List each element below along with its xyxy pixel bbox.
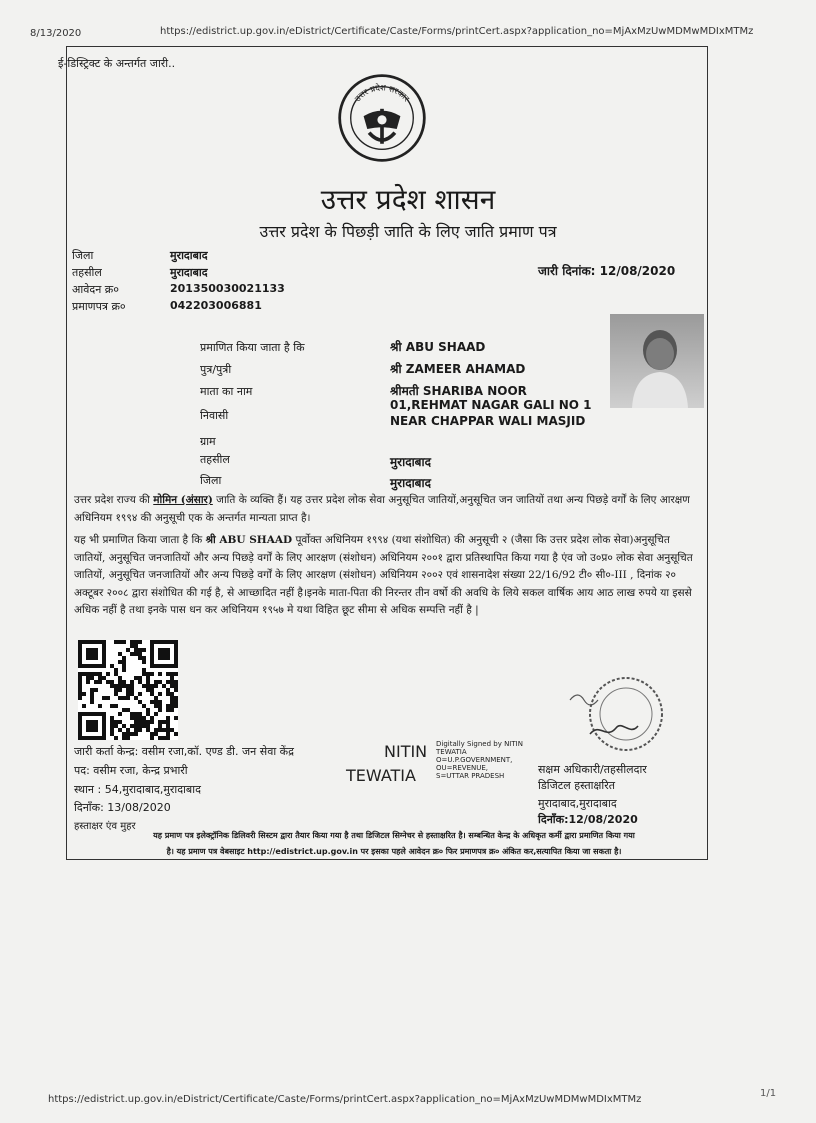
qr-code	[78, 640, 178, 740]
certificate-label: प्रमाणपत्र क्र०	[72, 300, 126, 313]
sig-detail-line: OU=REVENUE,	[436, 764, 489, 772]
caste-paragraph-intro: उत्तर प्रदेश राज्य की	[74, 494, 154, 506]
issuer-date: दिनाँक: 13/08/2020	[74, 801, 171, 814]
print-header-url: https://edistrict.up.gov.in/eDistrict/Certificate/Caste/Forms/printCert.aspx?application_no=MjAxMzUwMDMwMDIxMTMz	[160, 26, 754, 37]
creamy-layer-paragraph	[74, 532, 700, 620]
print-date: 8/13/2020	[30, 28, 82, 39]
caste-paragraph	[74, 492, 700, 527]
sig-detail-line: TEWATIA	[436, 748, 467, 756]
certified-label: प्रमाणित किया जाता है कि	[200, 341, 305, 354]
creamy-paragraph-intro: यह भी प्रमाणित किया जाता है कि	[74, 534, 206, 546]
details-tehsil-value: मुरादाबाद	[390, 455, 432, 469]
resident-label: निवासी	[200, 409, 229, 422]
address-line-1: 01,REHMAT NAGAR GALI NO 1	[390, 398, 592, 412]
district-label: जिला	[72, 249, 94, 262]
district-value: मुरादाबाद	[170, 249, 208, 262]
tehsil-value: मुरादाबाद	[170, 266, 208, 279]
sig-detail-line: Digitally Signed by NITIN	[436, 740, 523, 748]
creamy-paragraph-body: पूर्वोक्त अधिनियम १९९४ (यथा संशोधित) की अनुसूची २ (जैसा कि उत्तर प्रदेश लोक सेवा)अनुसूचित जातियों, अनुसूचित जनजातियों और अन्य पिछड़े वर्गों के लिए आरक्षण (संशोधन) अधिनियम २००१ द्वारा प्रतिस्थापित किया गया है एंव जो उ०प्र० लोक सेवा अनुसूचित जातियों, अनुसूचित जनजातियों और अन्य पिछड़े वर्गों के लिए आरक्षण (संशोधन) अधिनियम २००२ एवं शासनादेश संख्या 22/16/92 टी० सी०-III , दिनांक २० अक्टूबर २००८ द्वारा संशोधित की गई है, से आच्छादित नहीं है।इनके माता-पिता की निरन्तर तीन वर्षो की अवधि के लिये सकल वार्षिक आय आठ लाख रुपये या इससे अधिक नहीं है तथा इनके पास धन कर अधिनियम १९५७ मे यथा विहित छूट सीमा से अधिक सम्पत्ति नहीं है |	[74, 534, 693, 616]
signer-first-name: NITIN	[384, 742, 428, 761]
details-district-value: मुरादाबाद	[390, 476, 432, 490]
village-label: ग्राम	[200, 435, 216, 448]
application-number: 201350030021133	[170, 282, 285, 295]
print-footer-url: https://edistrict.up.gov.in/eDistrict/Certificate/Caste/Forms/printCert.aspx?application_no=MjAxMzUwMDMwMDIxMTMz	[48, 1094, 642, 1105]
caste-paragraph-body: जाति के व्यक्ति हैं। यह उत्तर प्रदेश लोक सेवा अनुसूचित जातियों,अनुसूचित जन जातियों तथा अन्य पिछड़े वर्गों के लिए आरक्षण अधिनियम १९९४ की अनुसूची एक के अन्तर्गत मान्यता प्राप्त है।	[74, 494, 690, 524]
sig-detail-line: O=U.P.GOVERNMENT,	[436, 756, 513, 764]
verification-note-line-2: है। यह प्रमाण पत्र वेबसाइट http://edistrict.up.gov.in पर इसका पहले आवेदन क्र० फिर प्रमाणपत्र क्र० अंकित कर,सत्यापित किया जा सकता है।	[166, 847, 622, 856]
details-tehsil-label: तहसील	[200, 453, 230, 466]
official-stamp-icon	[550, 670, 666, 760]
parent-label: पुत्र/पुत्री	[200, 363, 232, 376]
application-label: आवेदन क्र०	[72, 283, 119, 296]
sig-detail-line: S=UTTAR PRADESH	[436, 772, 505, 780]
issuer-post: पद: वसीम रजा, केन्द्र प्रभारी	[74, 764, 188, 777]
tehsil-label: तहसील	[72, 266, 102, 279]
mother-label: माता का नाम	[200, 385, 253, 398]
signer-last-name: TEWATIA	[346, 766, 416, 785]
up-government-seal-icon	[336, 72, 428, 164]
mother-name: श्रीमती SHARIBA NOOR	[390, 384, 527, 398]
issue-date: जारी दिनांक: 12/08/2020	[538, 264, 676, 278]
certificate-number: 042203006881	[170, 299, 262, 312]
page-number: 1/1	[760, 1088, 777, 1099]
edistrict-tag: ई-डिस्ट्रिक्ट के अन्तर्गत जारी..	[58, 57, 176, 70]
details-district-label: जिला	[200, 474, 222, 487]
document-subtitle: उत्तर प्रदेश के पिछड़ी जाति के लिए जाति प्रमाण पत्र	[259, 222, 557, 241]
applicant-photo	[610, 314, 704, 408]
digital-signature-name	[346, 740, 427, 788]
paragraph-applicant-name: श्री ABU SHAAD	[205, 534, 293, 546]
official-title: सक्षम अधिकारी/तहसीलदार	[538, 763, 647, 776]
caste-name: मोमिन (अंसार)	[153, 494, 213, 506]
verification-note-line-1: यह प्रमाण पत्र इलेक्ट्रॉनिक डिलिवरी सिस्टम द्वारा तैयार किया गया है तथा डिजिटल सिग्नेचर से हस्ताक्षरित है। सम्बन्धित केन्द्र के अधिकृत कर्मी द्वारा प्रमाणित किया गया	[153, 831, 635, 840]
official-digital-sign: डिजिटल हस्ताक्षरित	[538, 779, 615, 792]
issuing-centre: जारी कर्ता केन्द्र: वसीम रजा,कॉ. एण्ड डी. जन सेवा केंद्र	[74, 745, 294, 758]
official-place: मुरादाबाद,मुरादाबाद	[538, 797, 617, 810]
seal-text: उत्तर प्रदेश सरकार	[352, 82, 412, 104]
issuer-place: स्थान : 54,मुरादाबाद,मुरादाबाद	[74, 783, 201, 796]
document-title: उत्तर प्रदेश शासन	[320, 183, 496, 216]
digital-signature-details	[436, 740, 523, 780]
official-date: दिनाँक:12/08/2020	[538, 813, 638, 826]
father-name: श्री ZAMEER AHAMAD	[390, 362, 526, 376]
applicant-name: श्री ABU SHAAD	[390, 340, 486, 354]
sign-seal-label: हस्ताक्षर एंव मुहर	[74, 821, 136, 832]
address-line-2: NEAR CHAPPAR WALI MASJID	[390, 414, 586, 428]
